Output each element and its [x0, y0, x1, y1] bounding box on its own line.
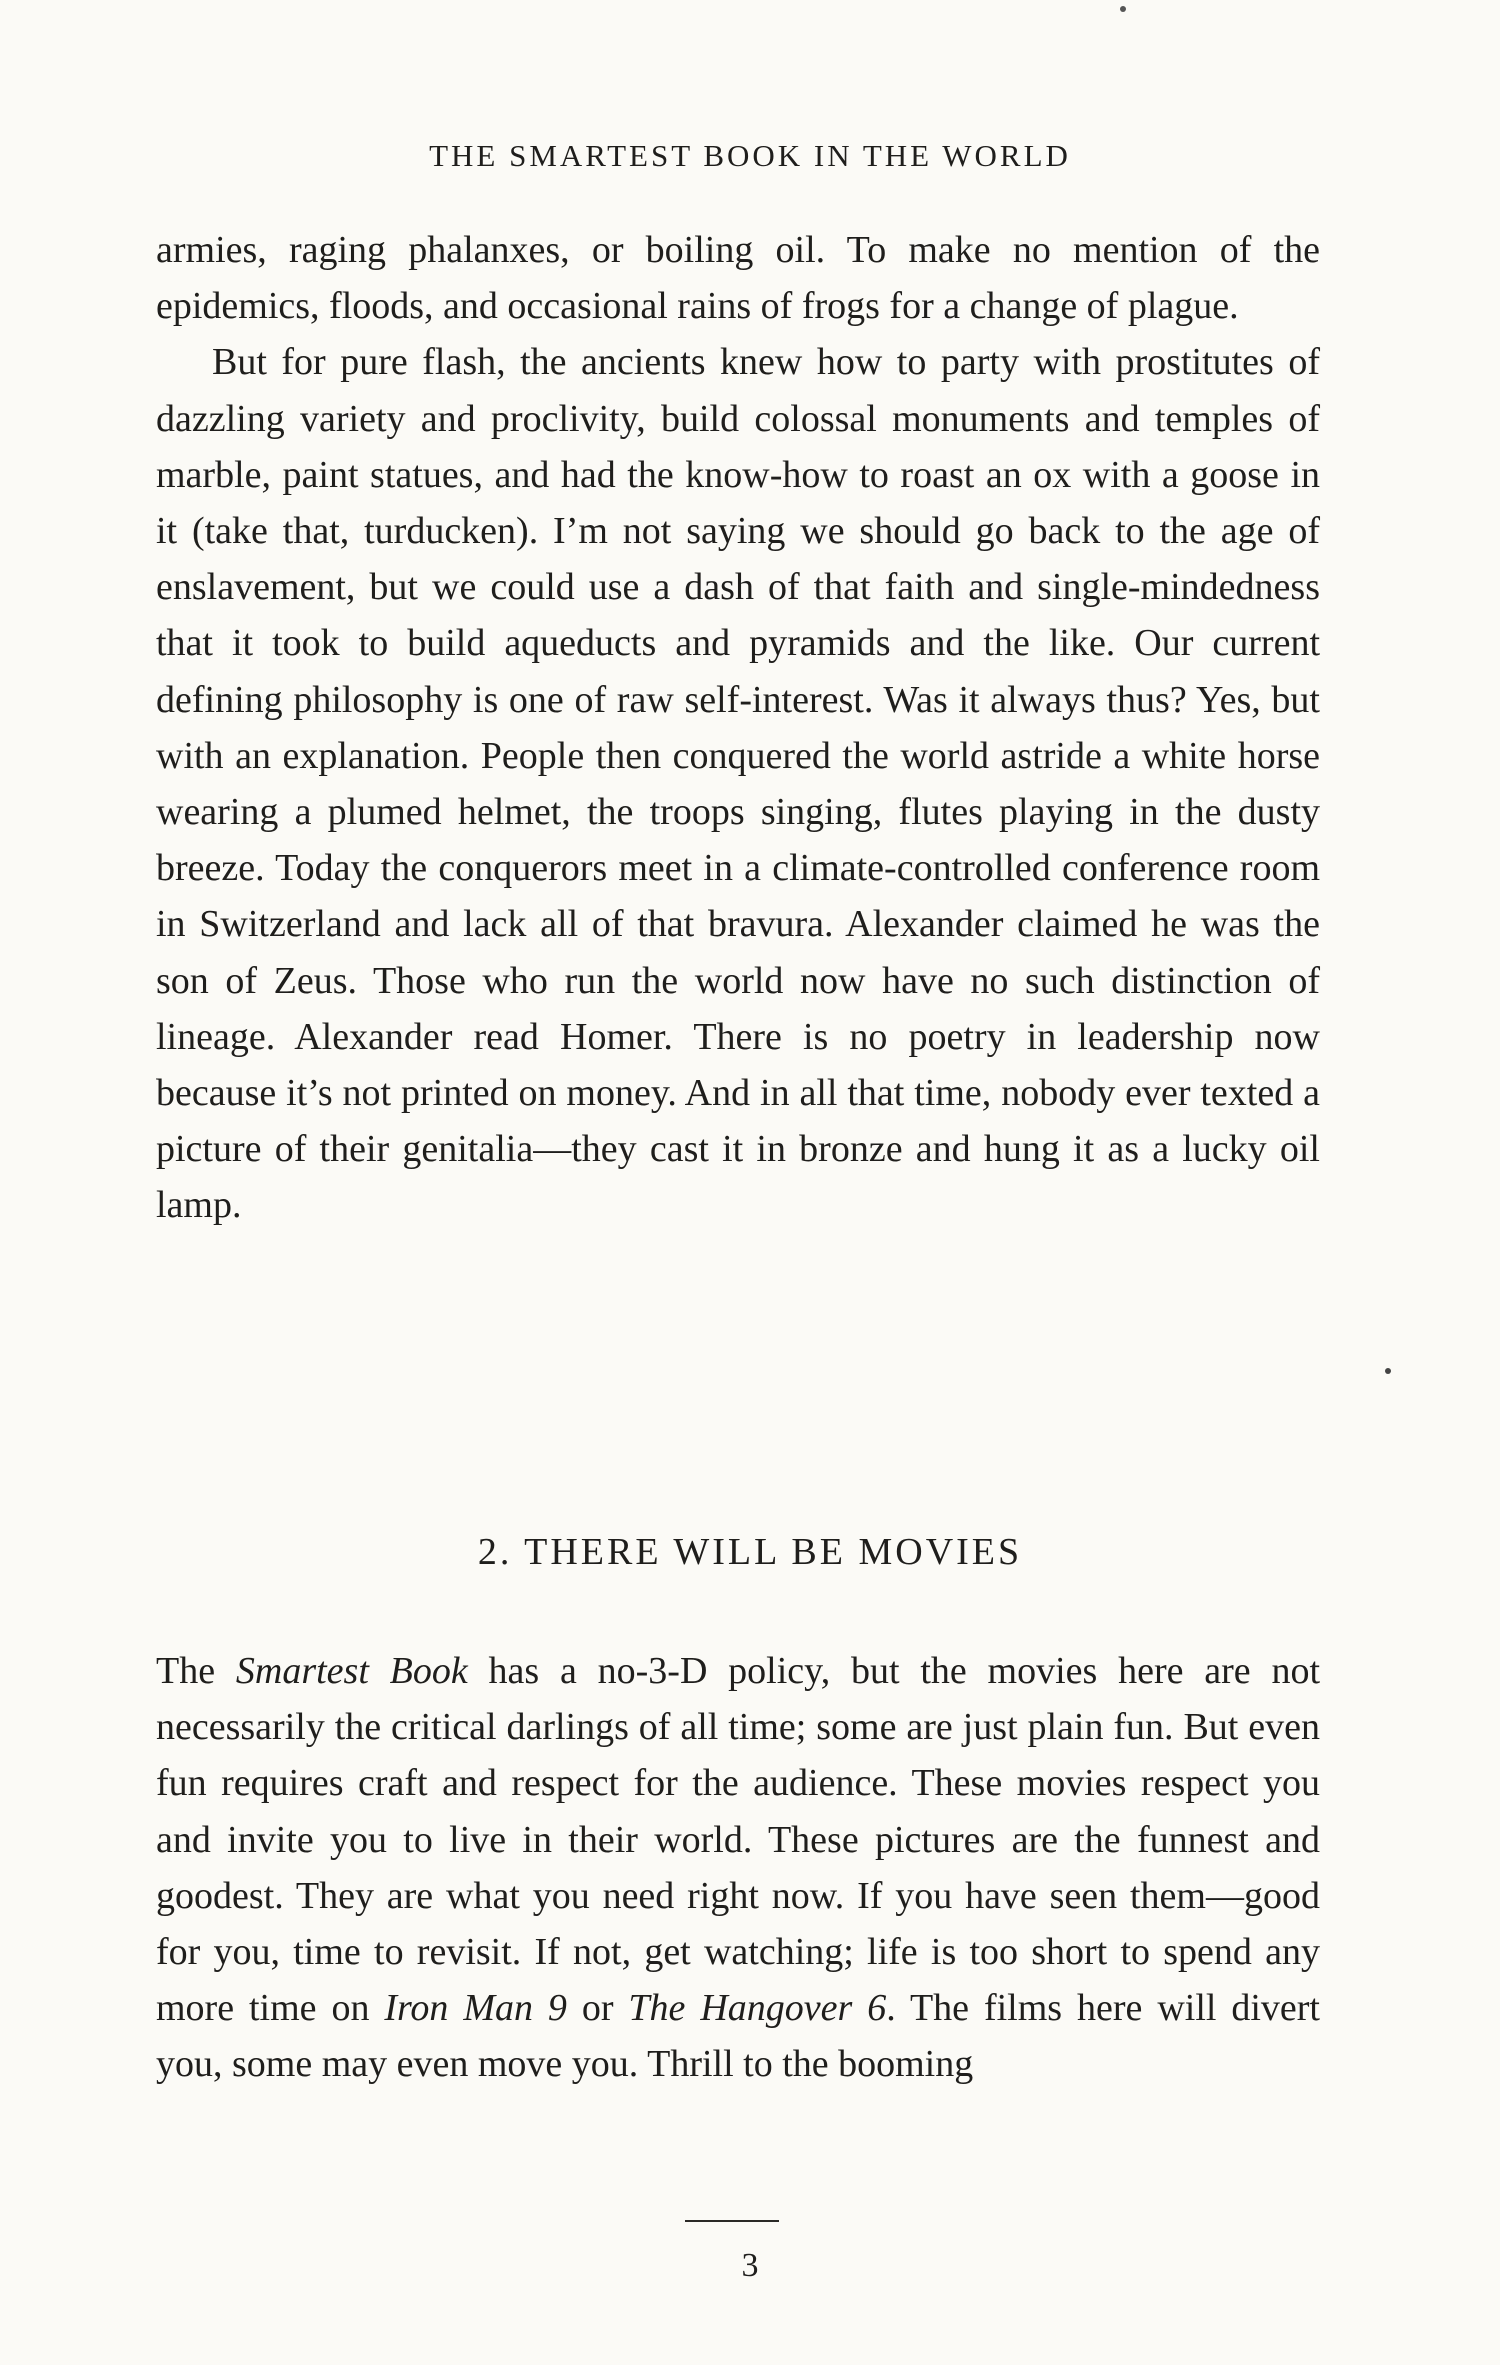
film-title-iron-man: Iron Man 9: [384, 1987, 567, 2030]
speck-margin: [1385, 1368, 1391, 1374]
section-one-text: [156, 222, 1320, 1234]
section-two-text: [156, 1643, 1320, 2093]
paragraph-movies: [156, 1643, 1320, 2093]
movies-text-part-2: has a no-3-D policy, but the movies here are not necessarily the critical darlings of all time; some are just plain fun. But even fun requires craft and respect for the audience. These movies respect you and invite you to live in their world. These pictures are the funnest and goodest. They are what you need right now. If you have seen them—good for you, time to revisit. If not, get watching; life is too short to spend any more time on: [156, 1650, 1321, 2030]
film-title-hangover: The Hangover 6: [628, 1987, 887, 2030]
movies-text-part-3: or: [566, 1987, 629, 2030]
section-heading: 2. THERE WILL BE MOVIES: [477, 1531, 1023, 1573]
book-title-italic: Smartest Book: [235, 1650, 468, 1692]
speck-top: [1120, 6, 1126, 12]
page-number: 3: [741, 2247, 759, 2284]
movies-text-part-1: The: [156, 1650, 236, 1692]
paragraph-continued: armies, raging phalanxes, or boiling oil. To make no mention of the epidemics, floods, and occasional rains of frogs for a change of plague.: [156, 229, 1320, 328]
running-head: THE SMARTEST BOOK IN THE WORLD: [429, 138, 1071, 173]
movies-text-part-4: . The films here will divert you, some may even move you. Thrill to the booming: [156, 1987, 1320, 2086]
folio-rule: [685, 2220, 779, 2222]
paragraph-ancients: But for pure flash, the ancients knew how to party with prostitutes of dazzling variety and proclivity, build colossal monuments and temples of marble, paint statues, and had the know-how to roast an ox with a goose in it (take that, turducken). I’m not saying we should go back to the age of enslavement, but we could use a dash of that faith and single-mindedness that it took to build aqueducts and pyramids and the like. Our current defining philosophy is one of raw self-interest. Was it always thus? Yes, but with an explanation. People then conquered the world astride a white horse wearing a plumed helmet, the troops singing, flutes playing in the dusty breeze. Today the conquerors meet in a climate-controlled conference room in Switzerland and lack all of that bravura. Alexander claimed he was the son of Zeus. Those who run the world now have no such distinction of lineage. Alexander read Homer. There is no poetry in leadership now because it’s not printed on money. And in all that time, nobody ever texted a picture of their genitalia—they cast it in bronze and hung it as a lucky oil lamp.: [156, 341, 1320, 1227]
